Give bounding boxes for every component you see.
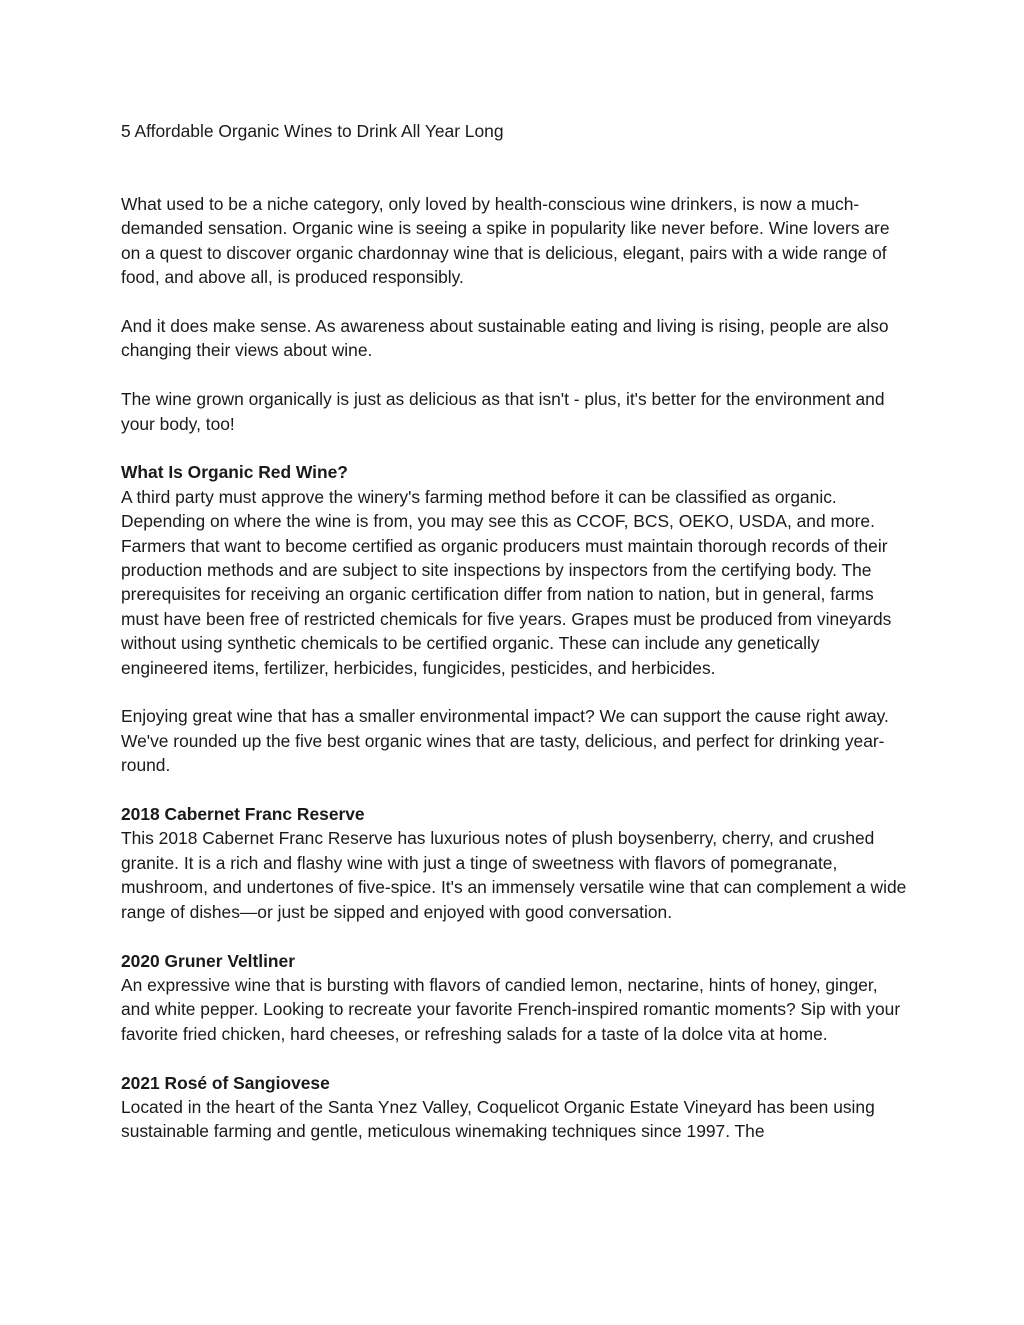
wine-heading: 2018 Cabernet Franc Reserve [121, 804, 365, 825]
wine-section [121, 1071, 911, 1144]
wine-description: Located in the heart of the Santa Ynez Valley, Coquelicot Organic Estate Vineyard has been using sustainable farming and gentle, meticulous winemaking techniques since 1997. The [121, 1096, 875, 1142]
organic-red-wine-section [121, 460, 911, 680]
document-title: 5 Affordable Organic Wines to Drink All Year Long [121, 121, 504, 141]
intro-paragraph: And it does make sense. As awareness about sustainable eating and living is rising, people are also changing their views about wine. [121, 316, 889, 361]
wine-section [121, 949, 911, 1047]
intro-paragraph: What used to be a niche category, only loved by health-conscious wine drinkers, is now a much-demanded sensation. Organic wine is seeing a spike in popularity like never before. Wine lovers are on a quest to discover organic chardonnay wine that is delicious, elegant, pairs with a wide range of food, and above all, is produced responsibly. [121, 194, 890, 288]
intro-paragraph: The wine grown organically is just as delicious as that isn't - plus, it's better for the environment and your body, too! [121, 389, 885, 434]
transition-paragraph: Enjoying great wine that has a smaller environmental impact? We can support the cause right away. We've rounded up the five best organic wines that are tasty, delicious, and perfect for drinking year-round. [121, 706, 889, 776]
wine-section [121, 802, 911, 924]
wine-description: An expressive wine that is bursting with flavors of candied lemon, nectarine, hints of honey, ginger, and white pepper. Looking to recreate your favorite French-inspired romantic moments? Sip with your favorite fried chicken, hard cheeses, or refreshing salads for a taste of la dolce vita at home. [121, 974, 901, 1044]
section-heading: What Is Organic Red Wine? [121, 462, 348, 483]
wine-heading: 2020 Gruner Veltliner [121, 950, 295, 971]
document-body [121, 192, 911, 1168]
section-body: A third party must approve the winery's farming method before it can be classified as organic. Depending on where the wine is from, you may see this as CCOF, BCS, OEKO, USDA, and more. Farmers that want to become certified as organic producers must maintain thorough records of their production methods and are subject to site inspections by inspectors from the certifying body. The prerequisites for receiving an organic certification differ from nation to nation, but in general, farms must have been free of restricted chemicals for five years. Grapes must be produced from vineyards without using synthetic chemicals to be certified organic. These can include any genetically engineered items, fertilizer, herbicides, fungicides, pesticides, and herbicides. [121, 486, 892, 678]
wine-description: This 2018 Cabernet Franc Reserve has luxurious notes of plush boysenberry, cherry, and crushed granite. It is a rich and flashy wine with just a tinge of sweetness with flavors of pomegranate, mushroom, and undertones of five-spice. It's an immensely versatile wine that can complement a wide range of dishes—or just be sipped and enjoyed with good conversation. [121, 828, 907, 922]
wine-heading: 2021 Rosé of Sangiovese [121, 1072, 330, 1093]
